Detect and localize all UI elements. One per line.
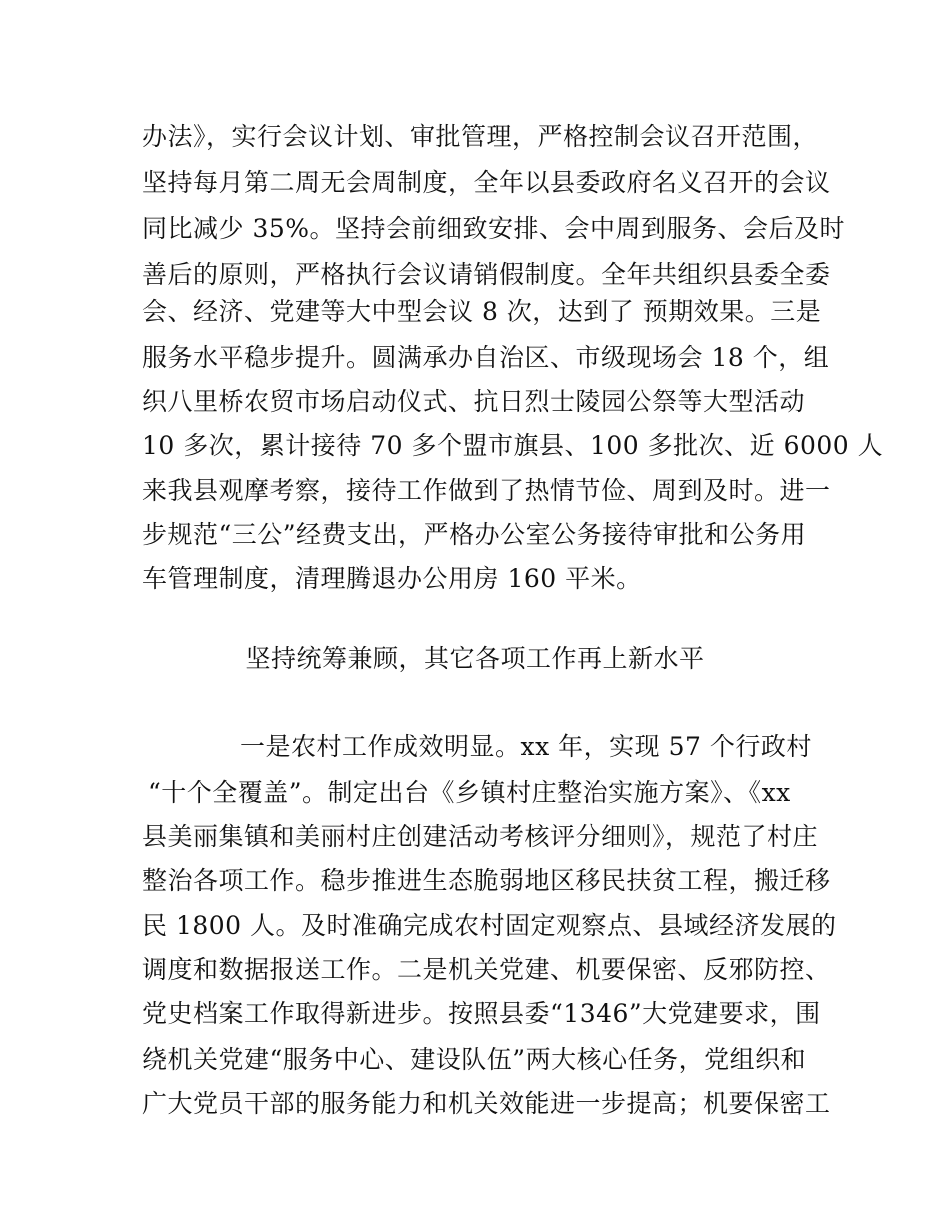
paragraph-1-line-1: 办法》，实行会议计划、审批管理，严格控制会议召开范围， bbox=[142, 122, 819, 151]
paragraph-2-line-8: 绕机关党建“服务中心、建设队伍”两大核心任务，党组织和 bbox=[142, 1045, 807, 1074]
paragraph-2-line-1: 一是农村工作成效明显。xx 年，实现 57 个行政村 bbox=[240, 732, 812, 761]
paragraph-1-line-9: 来我县观摩考察，接待工作做到了热情节俭、周到及时。进一 bbox=[142, 476, 831, 505]
section-heading: 坚持统筹兼顾，其它各项工作再上新水平 bbox=[245, 644, 705, 673]
paragraph-1-line-3: 同比减少 35%。坚持会前细致安排、会中周到服务、会后及时 bbox=[142, 214, 846, 243]
paragraph-2-line-4: 整治各项工作。稳步推进生态脆弱地区移民扶贫工程，搬迁移 bbox=[142, 866, 831, 895]
paragraph-2-line-3: 县美丽集镇和美丽村庄创建活动考核评分细则》，规范了村庄 bbox=[142, 822, 819, 851]
paragraph-2-line-5: 民 1800 人。及时准确完成农村固定观察点、县域经济发展的 bbox=[142, 911, 837, 940]
paragraph-1-line-11: 车管理制度，清理腾退办公用房 160 平米。 bbox=[142, 564, 642, 593]
paragraph-1-line-7: 织八里桥农贸市场启动仪式、抗日烈士陵园公祭等大型活动 bbox=[142, 387, 806, 416]
paragraph-2-line-6: 调度和数据报送工作。二是机关党建、机要保密、反邪防控、 bbox=[142, 955, 831, 984]
paragraph-1-line-6: 服务水平稳步提升。圆满承办自治区、市级现场会 18 个，组 bbox=[142, 343, 830, 372]
paragraph-1-line-10: 步规范“三公”经费支出，严格办公室公务接待审批和公务用 bbox=[142, 520, 807, 549]
paragraph-2-line-7: 党史档案工作取得新进步。按照县委“1346”大党建要求，围 bbox=[142, 999, 821, 1028]
paragraph-1-line-5: 会、经济、党建等大中型会议 8 次，达到了 预期效果。三是 bbox=[142, 297, 822, 326]
paragraph-2-line-2: “十个全覆盖”。制定出台《乡镇村庄整治实施方案》、《xx bbox=[148, 778, 791, 807]
paragraph-1-line-2: 坚持每月第二周无会周制度，全年以县委政府名义召开的会议 bbox=[142, 168, 831, 197]
paragraph-1-line-8: 10 多次，累计接待 70 多个盟市旗县、100 多批次、近 6000 人 bbox=[142, 431, 884, 460]
paragraph-1-line-4: 善后的原则，严格执行会议请销假制度。全年共组织县委全委 bbox=[142, 260, 831, 289]
paragraph-2-line-9: 广大党员干部的服务能力和机关效能进一步提高；机要保密工 bbox=[142, 1089, 831, 1118]
